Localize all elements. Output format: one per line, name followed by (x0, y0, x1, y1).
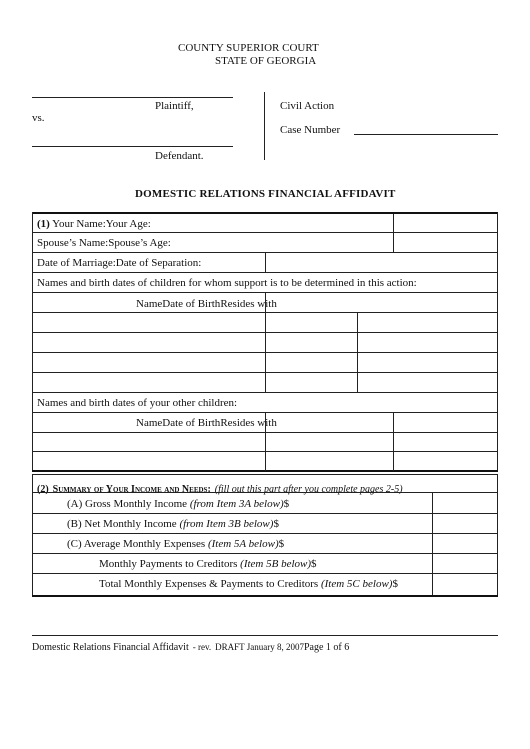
table-row[interactable] (32, 432, 498, 433)
net-income-ref: (from Item 3B below) (179, 518, 274, 530)
creditor-payments-unit: $ (311, 558, 317, 570)
col-name-header: Name (136, 417, 163, 429)
footer-form-name: Domestic Relations Financial Affidavit (32, 642, 189, 653)
net-income-unit: $ (273, 518, 279, 530)
gross-income-row (67, 498, 289, 510)
gross-income-label: (A) Gross Monthly Income (67, 498, 188, 510)
table-row[interactable] (32, 332, 498, 333)
average-expenses-amount-field[interactable] (433, 534, 496, 552)
separation-col-divider (265, 252, 266, 272)
table-row (32, 533, 498, 534)
net-income-row (67, 518, 279, 530)
col-resides-header: Resides with (220, 417, 277, 429)
spouse-name-label: Spouse’s Name: (37, 237, 109, 249)
total-expenses-row (99, 578, 398, 590)
section1-number: (1) (37, 218, 50, 230)
your-age-label: Your Age: (105, 218, 151, 230)
other-children-table-header (136, 417, 277, 429)
separation-date-label: Date of Separation: (115, 257, 202, 269)
gross-income-ref: (from Item 3A below) (189, 498, 284, 510)
court-state: STATE OF GEORGIA (215, 55, 317, 67)
creditor-payments-amount-field[interactable] (433, 554, 496, 572)
table-row (32, 513, 498, 514)
footer-page: Page 1 of 6 (303, 642, 350, 653)
defendant-line[interactable] (32, 146, 233, 147)
footer-rev: - rev. (192, 642, 212, 652)
average-expenses-unit: $ (278, 538, 285, 550)
case-number-field[interactable] (354, 134, 498, 135)
children-support-label: Names and birth dates of children for whom support is to be determined in this action: (37, 277, 417, 289)
row-divider (32, 272, 498, 273)
children-col-divider-1 (265, 292, 266, 392)
table2-bottom-border (32, 595, 498, 597)
other-children-label: Names and birth dates of your other children: (37, 397, 238, 409)
total-expenses-amount-field[interactable] (433, 574, 496, 594)
marriage-date-label: Date of Marriage: (37, 257, 116, 269)
col-dob-header: Date of Birth (162, 298, 221, 310)
table-row[interactable] (32, 392, 498, 393)
creditor-payments-label: Monthly Payments to Creditors (99, 558, 238, 570)
footer (32, 637, 349, 655)
table-row[interactable] (32, 451, 498, 452)
vs-label: vs. (32, 112, 45, 124)
table2-top-border (32, 474, 498, 475)
average-expenses-label: (C) Average Monthly Expenses (67, 538, 206, 550)
case-number-label: Case Number (280, 124, 341, 136)
section2-heading-row (37, 479, 403, 497)
defendant-label: Defendant. (155, 150, 204, 162)
row-divider (32, 492, 498, 493)
plaintiff-label: Plaintiff, (155, 100, 194, 112)
net-income-amount-field[interactable] (433, 514, 496, 532)
total-expenses-unit: $ (392, 578, 398, 590)
form-title: DOMESTIC RELATIONS FINANCIAL AFFIDAVIT (135, 188, 396, 200)
table-row[interactable] (32, 372, 498, 373)
your-name-label: Your Name: (52, 218, 106, 230)
summary-heading: Summary of Your Income and Needs: (52, 484, 211, 495)
gross-income-amount-field[interactable] (433, 493, 496, 512)
creditor-payments-ref: (Item 5B below) (240, 558, 312, 570)
creditor-payments-row (99, 558, 317, 570)
average-expenses-ref: (Item 5A below) (207, 538, 279, 550)
other-children-col-divider-2 (393, 412, 394, 471)
table-row (32, 573, 498, 574)
table1-top-border (32, 212, 498, 214)
row-divider (32, 232, 498, 233)
col-resides-header: Resides with (220, 298, 277, 310)
col-name-header: Name (136, 298, 163, 310)
civil-action-label: Civil Action (280, 100, 335, 112)
section1-row-name (37, 218, 151, 230)
spouse-age-label: Spouse’s Age: (108, 237, 171, 249)
footer-rule (32, 635, 498, 636)
net-income-label: (B) Net Monthly Income (67, 518, 177, 530)
table-row[interactable] (32, 352, 498, 353)
caption-divider (264, 92, 265, 160)
children-table-header (136, 298, 277, 310)
footer-draft: DRAFT January 8, 2007 (215, 642, 304, 652)
average-expenses-row (67, 538, 284, 550)
section2-number: (2) (37, 484, 49, 495)
other-children-col-divider-1 (265, 412, 266, 471)
table-row (32, 553, 498, 554)
total-expenses-ref: (Item 5C below) (320, 578, 393, 590)
plaintiff-line[interactable] (32, 97, 233, 98)
court-name: COUNTY SUPERIOR COURT (178, 42, 319, 54)
col-dob-header: Date of Birth (162, 417, 221, 429)
total-expenses-label: Total Monthly Expenses & Payments to Creditors (99, 578, 319, 590)
gross-income-unit: $ (283, 498, 290, 510)
section1-row-dates (37, 257, 201, 269)
age-col-divider (393, 214, 394, 252)
summary-instruction: (fill out this part after you complete pages 2-5) (214, 484, 403, 495)
section1-row-spouse (37, 237, 171, 249)
